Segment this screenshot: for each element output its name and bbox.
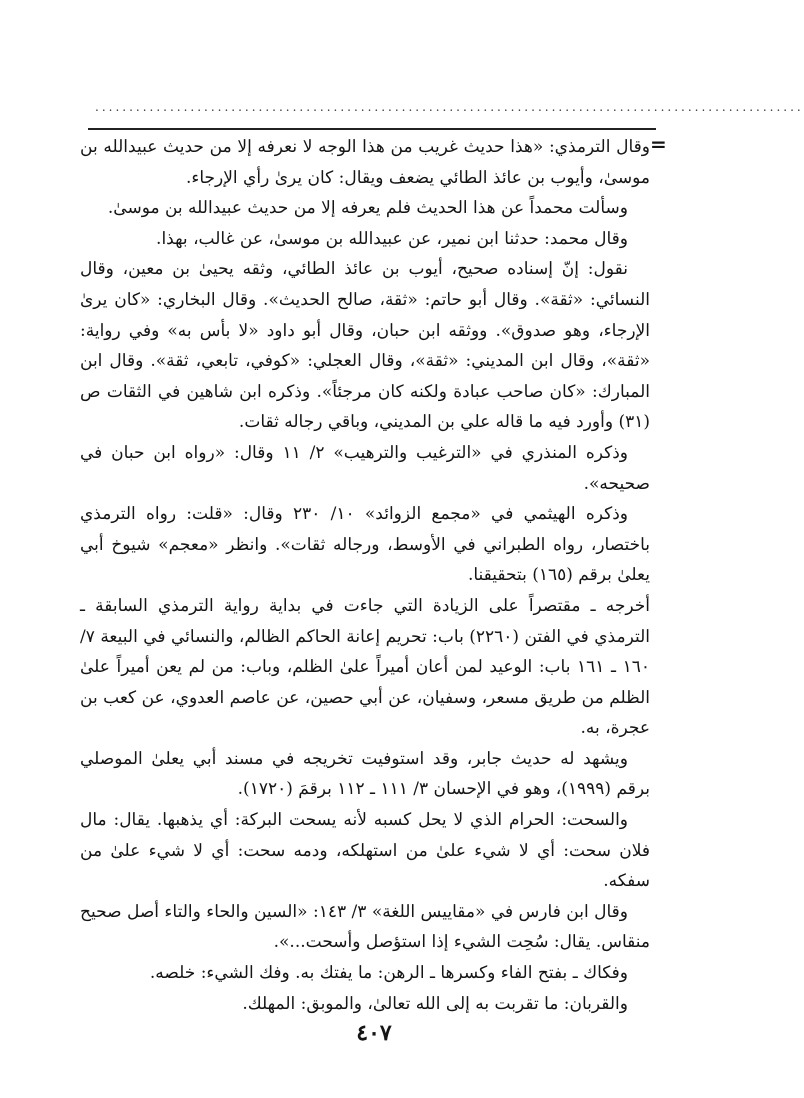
continuation-mark: = xyxy=(650,132,667,156)
footnote-paragraph: وفكاك ـ بفتح الفاء وكسرها ـ الرهن: ما يفتك به. وفك الشيء: خلصه. xyxy=(149,963,628,984)
footnote-paragraph: وقال ابن فارس في «مقاييس اللغة» ٣/ ١٤٣: «السين والحاء والتاء أصل صحيح منقاس. يقال: سُحِت الشيء إذا استؤصل وأسحت...». xyxy=(80,901,650,953)
footnote-text xyxy=(80,132,650,1019)
footnote-paragraph: ويشهد له حديث جابر، وقد استوفيت تخريجه في مسند أبي يعلىٰ الموصلي برقم (١٩٩٩)، وهو في الإحسان ٣/ ١١١ ـ ١١٢ برقمَ (١٧٢٠). xyxy=(80,748,650,800)
footnote-paragraph: أخرجه ـ مقتصراً على الزيادة التي جاءت في بداية رواية الترمذي السابقة ـ الترمذي في الفتن (٢٢٦٠) باب: تحريم إعانة الحاكم الظالم، والنسائي في البيعة ٧/ ١٦٠ ـ ١٦١ باب: الوعيد لمن أعان أميراً علىٰ الظلم، وباب: من لم يعن أميراً علىٰ الظلم من طريق مسعر، وسفيان، عن أبي حصين، عن عاصم العدوي، عن كعب بن عجرة، به. xyxy=(80,595,650,739)
footnote-paragraph: وقال محمد: حدثنا ابن نمير، عن عبيدالله بن موسىٰ، عن غالب، بهذا. xyxy=(156,228,628,249)
footnote-paragraph: نقول: إنّ إسناده صحيح، أيوب بن عائذ الطائي، وثقه يحيىٰ بن معين، وقال النسائي: «ثقة». وقال أبو حاتم: «ثقة، صالح الحديث». وقال البخاري: «كان يرىٰ الإرجاء، وهو صدوق». ووثقه ابن حبان، وقال أبو داود «لا بأس به» وفي رواية: «ثقة»، وقال ابن المديني: «ثقة»، وقال العجلي: «كوفي، تابعي، ثقة». وقال ابن المبارك: «كان صاحب عبادة ولكنه كان مرجئاً». وذكره ابن شاهين في الثقات ص (٣١) وأورد فيه ما قاله علي بن المديني، وباقي رجاله ثقات. xyxy=(80,259,650,433)
footnote-paragraph: والقربان: ما تقربت به إلى الله تعالىٰ، والموبق: المهلك. xyxy=(242,993,628,1014)
footnote-rule xyxy=(88,128,656,130)
page-number: ٤٠٧ xyxy=(356,1020,392,1046)
footnote-paragraph: وذكره المنذري في «الترغيب والترهيب» ٢/ ١١ وقال: «رواه ابن حبان في صحيحه». xyxy=(80,442,650,494)
footnote-paragraph: وقال الترمذي: «هذا حديث غريب من هذا الوجه لا نعرفه إلا من حديث عبيدالله بن موسىٰ، وأيوب بن عائذ الطائي يضعف ويقال: كان يرىٰ رأي الإرجاء. xyxy=(80,137,650,188)
footnote-paragraph: والسحت: الحرام الذي لا يحل كسبه لأنه يسحت البركة: أي يذهبها. يقال: مال فلان سحت: أي لا شيء علىٰ من استهلكه، ودمه سحت: أي لا شيء علىٰ من سفكه. xyxy=(80,810,650,892)
footnote-paragraph: وذكره الهيثمي في «مجمع الزوائد» ١٠/ ٢٣٠ وقال: «قلت: رواه الترمذي باختصار، رواه الطبراني في الأوسط، ورجاله ثقات». وانظر «معجم» شيوخ أبي يعلىٰ برقم (١٦٥) بتحقيقنا. xyxy=(80,504,650,586)
footnote-paragraph: وسألت محمداً عن هذا الحديث فلم يعرفه إلا من حديث عبيدالله بن موسىٰ. xyxy=(107,198,628,219)
dotted-separator: ........................................................................................................ xyxy=(95,100,804,114)
